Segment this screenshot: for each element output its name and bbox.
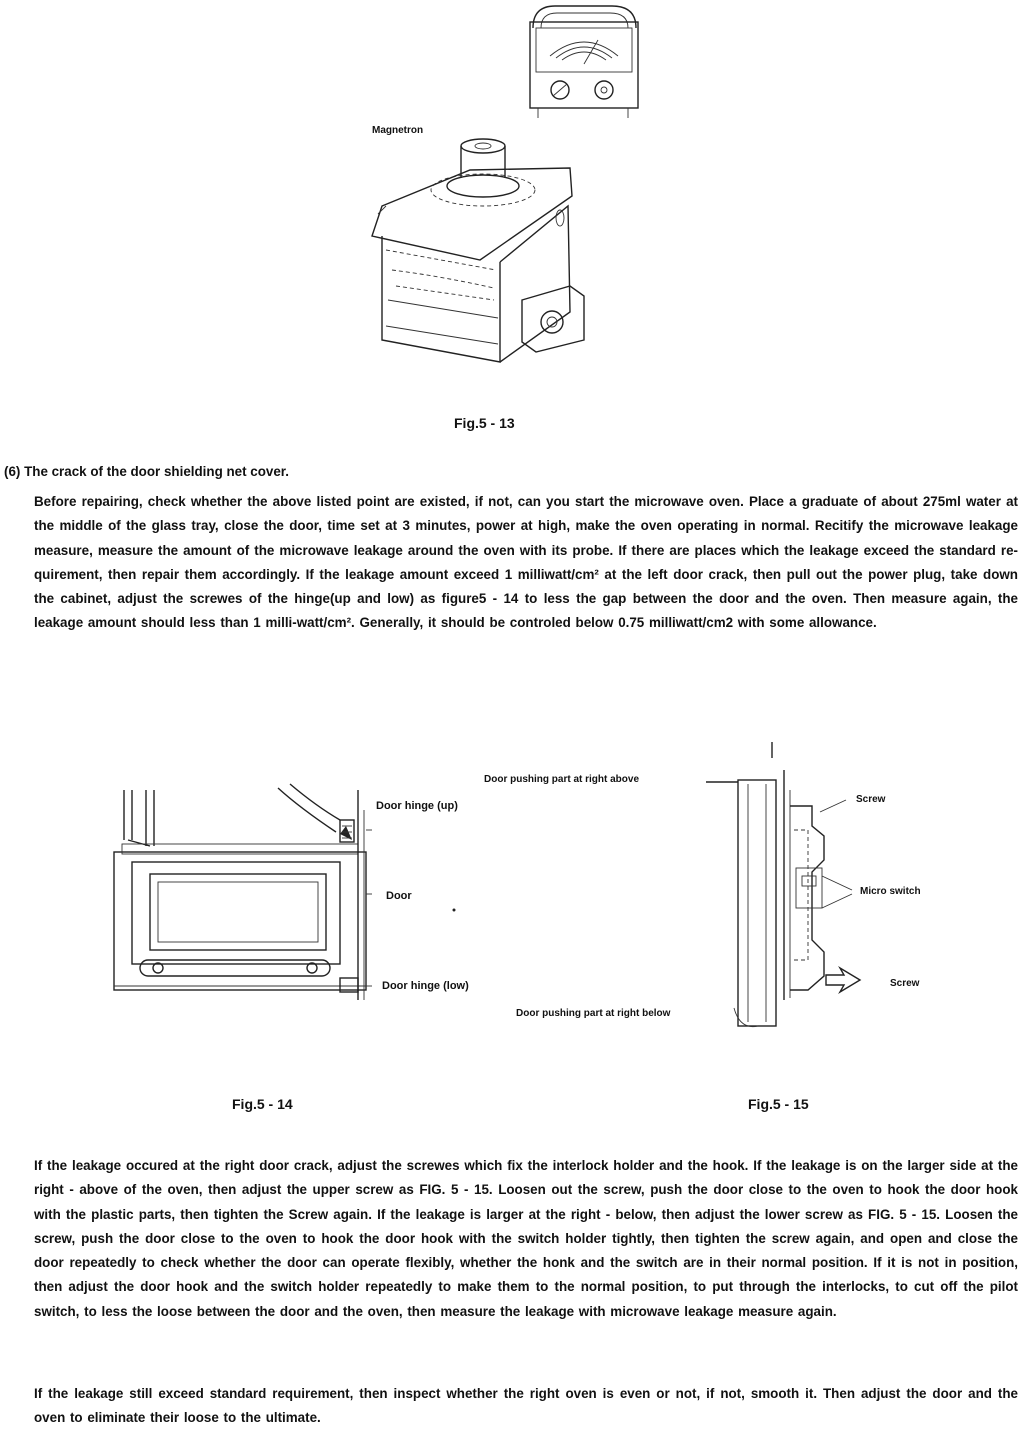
fig-5-13-caption: Fig.5 - 13 — [454, 415, 515, 431]
section-6-heading: (6) The crack of the door shielding net cover. — [4, 464, 289, 479]
door-label: Door — [386, 890, 412, 902]
final-adjustment-paragraph: If the leakage still exceed standard requirement, then inspect whether the right oven is even or not, if not, smooth it. Then adjust the door and the oven to eliminate their loose to the ultimate. — [34, 1386, 1018, 1426]
door-hinge-low-label: Door hinge (low) — [382, 980, 469, 992]
magnetron-label: Magnetron — [372, 125, 424, 136]
right-door-crack-paragraph: If the leakage occured at the right door crack, adjust the screwes which fix the interlock holder and the hook. If the leakage is on the larger side at the right - above of the oven, then adjust the upper screw as FIG. 5 - 15. Loosen out the screw, push the door close to the oven to hook the door hook with the plastic parts, then tighten the Screw again. If the leakage is larger at the right - below, then adjust the lower screw as FIG. 5 - 15. Loosen the screw, push the door close to the oven to hook the door hook with the switch holder tightly, then tighten the screw again, and open and close the door repeatedly to check whether the door can operate flexibly, whether the honk and the switch are in their normal position. If it is not in position, then adjust the door hook and the switch holder repeatedly to make them to the normal position, to put through the interlocks, to cut off the pilot switch, to less the loose between the door and the oven, then measure the leakage with microwave leakage measure again. — [34, 1158, 1018, 1319]
micro-switch-label: Micro switch — [860, 886, 921, 897]
door-pushing-part-above-label: Door pushing part at right above — [484, 774, 640, 785]
fig-5-14-caption: Fig.5 - 14 — [232, 1096, 293, 1112]
screw-bottom-label: Screw — [890, 978, 920, 989]
door-pushing-part-below-label: Door pushing part at right below — [516, 1008, 671, 1019]
screw-top-label: Screw — [856, 794, 886, 805]
door-hinge-up-label: Door hinge (up) — [376, 800, 458, 812]
fig-5-15-caption: Fig.5 - 15 — [748, 1096, 809, 1112]
section-6-body: Before repairing, check whether the above listed point are existed, if not, can you start the microwave oven. Place a graduate of about 275ml water at the middle of the glass tray, close the door, time set at 3 minutes, power at high, make the oven operating in normal. Recitify the microwave leakage measure, measure the amount of the microwave leakage around the oven with its probe. If there are places which the leakage exceed the standard re-quirement, then repair them accordingly. If the leakage amount exceed 1 milliwatt/cm² at the left door crack, then pull out the power plug, take down the cabinet, adjust the screwes of the hinge(up and low) as figure5 - 14 to less the gap between the door and the oven. Then measure again, the leakage amount should less than 1 milli-watt/cm². Generally, it should be controled below 0.75 milliwatt/cm2 with some allowance. — [34, 494, 1018, 631]
